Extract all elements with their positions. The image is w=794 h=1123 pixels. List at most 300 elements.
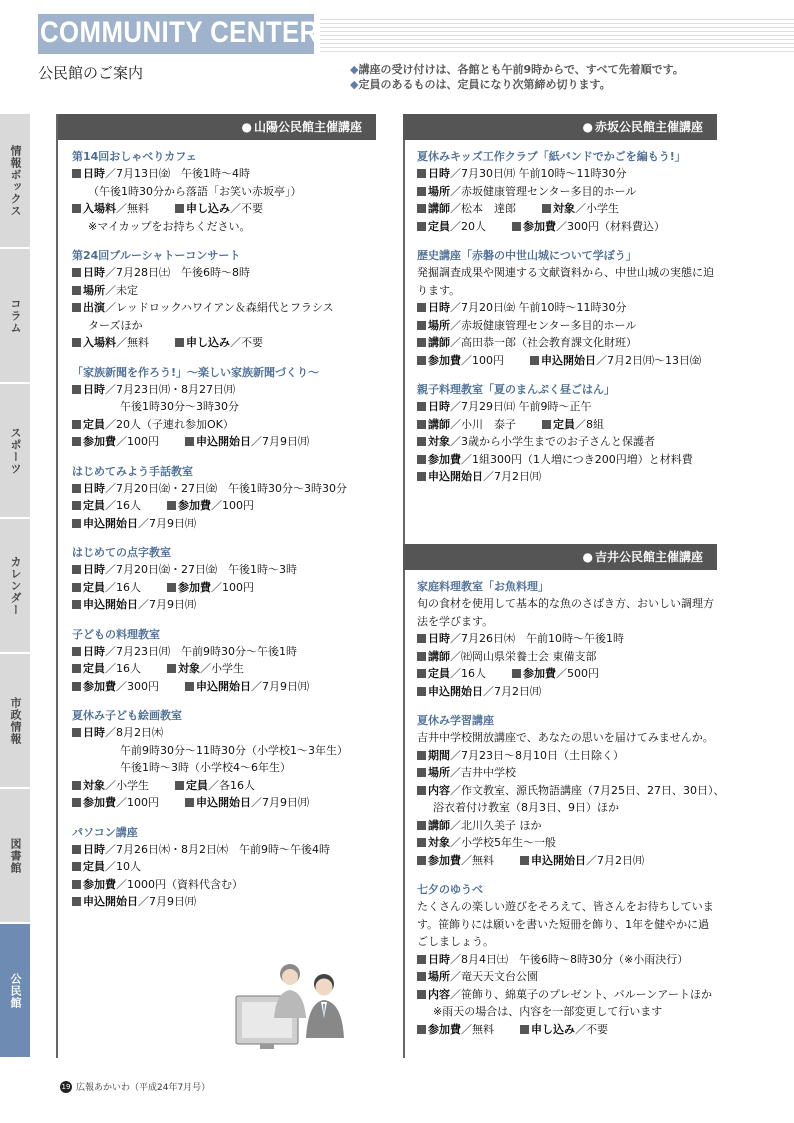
info-line: 申込開始日／7月9日㈪ xyxy=(72,893,376,911)
info-value: 小学生 xyxy=(116,778,149,792)
course-description: たくさんの楽しい遊びをそろえて、皆さんをお待ちしています。笹飾りには願いを書いた短冊を飾り、1年を健やかに過ごしましょう。 xyxy=(417,900,714,948)
info-value: 300円（材料費込） xyxy=(567,219,665,233)
square-bullet-icon xyxy=(417,222,426,231)
notice-1: ◆講座の受け付けは、各館とも午前9時からで、すべて先着順です。 xyxy=(350,63,684,76)
info-label: 申込開始日 xyxy=(83,895,138,908)
info-label: 申込開始日 xyxy=(428,470,483,483)
page-title: COMMUNITY CENTER xyxy=(40,16,319,49)
info-value: 無料 xyxy=(127,202,149,215)
info-line: 定員／16人 参加費／100円 xyxy=(72,579,376,597)
info-value: 午前9時30分～11時30分（小学校1～3年生） xyxy=(120,743,348,757)
square-bullet-icon xyxy=(72,583,81,592)
info-line: 場所／赤坂健康管理センター多目的ホール xyxy=(417,183,717,201)
info-value: 小学校5年生～一般 xyxy=(461,836,556,849)
course-entry xyxy=(417,578,717,700)
info-value: 吉井中学校 xyxy=(461,766,516,779)
header-stripes xyxy=(320,18,794,52)
info-label: 日時 xyxy=(83,842,105,856)
square-bullet-icon xyxy=(417,338,426,347)
info-label: 申込開始日 xyxy=(196,796,251,809)
info-line: 参加費／1000円（資料代含む） xyxy=(72,876,376,894)
info-line: 申込開始日／7月2日㈪ xyxy=(417,683,717,701)
square-bullet-icon xyxy=(72,798,81,807)
info-label: 参加費 xyxy=(523,219,556,233)
info-label: 申し込み xyxy=(186,202,230,215)
course-entry xyxy=(417,881,717,1038)
square-bullet-icon xyxy=(72,781,81,790)
info-value: 7月20日㈮ 午前10時～11時30分 xyxy=(461,301,627,314)
info-value: 16人 xyxy=(116,580,141,594)
info-label: 内容 xyxy=(428,783,450,797)
info-line xyxy=(417,799,717,817)
info-value: 無料 xyxy=(472,1022,494,1036)
tab-sports[interactable]: スポーツ xyxy=(0,384,30,518)
info-label: 日時 xyxy=(83,644,105,658)
info-line: 定員／16人 参加費／500円 xyxy=(417,665,717,683)
info-value: レッドロックハワイアン＆森絹代とフラシス xyxy=(116,301,334,314)
info-label: 場所 xyxy=(428,184,450,198)
info-line: 出演／レッドロックハワイアン＆森絹代とフラシス xyxy=(72,299,376,317)
square-bullet-icon xyxy=(512,222,521,231)
right-column xyxy=(403,114,725,1050)
info-value: 1組300円（1人増につき200円増）と材料費 xyxy=(472,452,693,466)
square-bullet-icon xyxy=(417,768,426,777)
akasaka-entries xyxy=(403,140,717,486)
info-value: 小学生 xyxy=(211,662,244,675)
course-entry xyxy=(417,712,725,869)
info-value: 7月23日～8月10日（土日除く） xyxy=(461,748,624,762)
square-bullet-icon xyxy=(72,862,81,871)
info-value: 7月28日㈯ 午後6時～8時 xyxy=(116,266,250,279)
info-label: 対象 xyxy=(178,662,200,675)
square-bullet-icon xyxy=(72,600,81,609)
square-bullet-icon xyxy=(72,484,81,493)
info-value: 北川久美子 ほか xyxy=(461,818,542,832)
square-bullet-icon xyxy=(417,856,426,865)
akasaka-section xyxy=(403,114,717,544)
info-value: 7月9日㈪ xyxy=(262,796,309,809)
info-value: 竜天天文台公園 xyxy=(461,970,538,983)
section-header: ● 山陽公民館主催講座 xyxy=(58,114,376,140)
info-label: 講師 xyxy=(428,818,450,832)
course-title: 「家族新聞を作ろう!」～楽しい家族新聞づくり～ xyxy=(72,365,320,379)
info-line: 日時／7月13日㈮ 午後1時～4時 xyxy=(72,165,376,183)
square-bullet-icon xyxy=(185,682,194,691)
info-value: 7月2日㈪ xyxy=(597,853,644,867)
info-label: 参加費 xyxy=(178,580,211,594)
course-entry xyxy=(72,247,376,352)
square-bullet-icon xyxy=(72,647,81,656)
info-line: 内容／作文教室、源氏物語講座（7月25日、27日、30日）、 xyxy=(417,782,717,800)
square-bullet-icon xyxy=(72,519,81,528)
info-label: 申込開始日 xyxy=(541,353,596,367)
square-bullet-icon xyxy=(72,303,81,312)
info-value: 不要 xyxy=(586,1022,608,1036)
square-bullet-icon xyxy=(512,669,521,678)
square-bullet-icon xyxy=(185,798,194,807)
info-value: 7月2日㈪～13日㈮ xyxy=(607,353,701,367)
info-label: 参加費 xyxy=(428,853,461,867)
info-line: 定員／16人 対象／小学生 xyxy=(72,660,376,678)
square-bullet-icon xyxy=(417,786,426,795)
page-number: 19 xyxy=(61,1082,71,1091)
info-value: 10人 xyxy=(116,860,141,873)
info-line xyxy=(72,317,376,335)
tab-info-box[interactable]: 情報ボックス xyxy=(0,114,30,248)
course-title: 子どもの料理教室 xyxy=(72,627,160,641)
square-bullet-icon xyxy=(542,420,551,429)
course-title: 第24回ブルーシャトーコンサート xyxy=(72,249,241,262)
info-line xyxy=(72,759,376,777)
info-value: 松本 達郎 xyxy=(461,202,516,215)
course-title: 歴史講座「赤磐の中世山城について学ぼう」 xyxy=(417,249,637,262)
info-value: 8月2日㈭ xyxy=(116,726,163,739)
info-value: ㈳岡山県栄養士会 東備支部 xyxy=(461,649,597,663)
square-bullet-icon xyxy=(175,204,184,213)
info-line: 日時／7月26日㈭・8月2日㈭ 午前9時～午後4時 xyxy=(72,841,376,859)
info-line: 入場料／無料 申し込み／不要 xyxy=(72,200,376,218)
info-line: 日時／7月29日㈰ 午前9時～正午 xyxy=(417,398,717,416)
info-value: 高田恭一郎（社会教育課文化財班） xyxy=(461,336,637,349)
course-entry xyxy=(417,247,717,369)
square-bullet-icon xyxy=(542,204,551,213)
course-entry xyxy=(417,148,717,235)
course-description: 吉井中学校開放講座で、あなたの思いを届けてみませんか。 xyxy=(417,731,714,744)
square-bullet-icon xyxy=(417,187,426,196)
info-line: 参加費／無料 申し込み／不要 xyxy=(417,1021,717,1039)
square-bullet-icon xyxy=(72,897,81,906)
course-entry xyxy=(72,824,376,911)
course-entry xyxy=(72,364,376,451)
info-line: 申込開始日／7月2日㈪ xyxy=(417,468,717,486)
info-label: 日時 xyxy=(428,632,450,645)
info-label: 定員 xyxy=(83,662,105,675)
side-tabs xyxy=(0,114,30,1056)
course-entry xyxy=(72,463,376,533)
notice-2: ◆定員のあるものは、定員になり次第締め切ります。 xyxy=(350,78,611,91)
info-label: 定員 xyxy=(83,860,105,873)
info-line: 日時／7月28日㈯ 午後6時～8時 xyxy=(72,264,376,282)
info-label: 日時 xyxy=(428,301,450,314)
info-value: 7月9日㈪ xyxy=(149,895,196,908)
notices xyxy=(350,62,684,92)
publication-name: 広報あかいわ（平成24年7月号） xyxy=(76,1083,211,1093)
info-line: 講師／㈳岡山県栄養士会 東備支部 xyxy=(417,648,717,666)
course-title: 夏休みキッズ工作クラブ「紙バンドでかごを編もう!」 xyxy=(417,150,686,163)
info-label: 定員 xyxy=(428,667,450,680)
info-value: 300円 xyxy=(127,679,159,693)
info-value: 100円 xyxy=(472,353,504,367)
square-bullet-icon xyxy=(417,972,426,981)
info-label: 申込開始日 xyxy=(83,516,138,530)
square-bullet-icon xyxy=(417,955,426,964)
info-value: 8月4日㈯ 午後6時～8時30分（※小雨決行） xyxy=(461,952,689,966)
square-bullet-icon xyxy=(72,880,81,889)
info-label: 申し込み xyxy=(531,1022,575,1036)
info-label: 参加費 xyxy=(83,679,116,693)
bullet-icon: ● xyxy=(582,120,593,134)
info-line: 日時／7月23日㈪・8月27日㈪ xyxy=(72,381,376,399)
info-line: 日時／8月4日㈯ 午後6時～8時30分（※小雨決行） xyxy=(417,951,717,969)
info-label: 定員 xyxy=(83,417,105,431)
info-value: 小川 泰子 xyxy=(461,417,516,431)
info-label: 定員 xyxy=(83,580,105,594)
info-label: 講師 xyxy=(428,417,450,431)
info-value: 500円 xyxy=(567,667,599,680)
info-value: 7月9日㈪ xyxy=(262,435,309,448)
info-label: 日時 xyxy=(428,952,450,966)
info-label: 申込開始日 xyxy=(196,435,251,448)
info-line: 日時／7月30日㈪ 午前10時～11時30分 xyxy=(417,165,717,183)
info-value: 午後1時30分～3時30分 xyxy=(120,400,239,413)
info-label: 定員 xyxy=(83,499,105,512)
info-line: 講師／松本 達郎 対象／小学生 xyxy=(417,200,717,218)
info-label: 対象 xyxy=(83,778,105,792)
square-bullet-icon xyxy=(417,356,426,365)
course-description: 発掘調査成果や関連する文献資料から、中世山城の実態に迫ります。 xyxy=(417,266,714,297)
info-label: 日時 xyxy=(428,167,450,180)
square-bullet-icon xyxy=(417,402,426,411)
info-value: 小学生 xyxy=(586,202,619,215)
info-value: 7月26日㈭ 午前10時～午後1時 xyxy=(461,632,624,645)
square-bullet-icon xyxy=(520,1025,529,1034)
info-label: 日時 xyxy=(83,563,105,576)
info-label: 対象 xyxy=(428,836,450,849)
info-label: 場所 xyxy=(83,283,105,297)
yoshii-section xyxy=(403,544,725,1038)
info-label: 参加費 xyxy=(83,435,116,448)
info-label: 入場料 xyxy=(83,202,116,215)
square-bullet-icon xyxy=(72,728,81,737)
square-bullet-icon xyxy=(417,472,426,481)
info-label: 申し込み xyxy=(186,336,230,349)
info-value: 7月20日㈮・27日㈮ 午後1時～3時 xyxy=(116,563,297,576)
square-bullet-icon xyxy=(175,338,184,347)
info-label: 出演 xyxy=(83,301,105,314)
info-value: 無料 xyxy=(127,336,149,349)
sanyo-entries xyxy=(58,140,376,911)
info-label: 定員 xyxy=(428,219,450,233)
info-label: 入場料 xyxy=(83,336,116,349)
course-title: 親子料理教室「夏のまんぷく昼ごはん」 xyxy=(417,383,615,396)
info-line: 日時／7月20日㈮ 午前10時～11時30分 xyxy=(417,299,717,317)
square-bullet-icon xyxy=(72,437,81,446)
square-bullet-icon xyxy=(417,687,426,696)
tab-column[interactable]: コラム xyxy=(0,249,30,383)
info-label: 対象 xyxy=(553,202,575,215)
info-line: 参加費／100円 申込開始日／7月2日㈪～13日㈮ xyxy=(417,352,717,370)
info-value: 笹飾り、綿菓子のプレゼント、バルーンアートほか xyxy=(461,987,713,1001)
info-label: 申込開始日 xyxy=(196,679,251,693)
info-label: 参加費 xyxy=(428,452,461,466)
square-bullet-icon xyxy=(417,652,426,661)
info-line xyxy=(417,1003,717,1021)
info-value: 20人（子連れ参加OK） xyxy=(116,417,234,431)
info-value: 16人 xyxy=(461,667,486,680)
info-label: 日時 xyxy=(83,726,105,739)
info-value: 7月23日㈪・8月27日㈪ xyxy=(116,382,235,396)
bullet-icon: ● xyxy=(582,550,593,564)
info-line: 定員／10人 xyxy=(72,858,376,876)
diamond-icon: ◆ xyxy=(350,78,359,91)
section-header: ● 吉井公民館主催講座 xyxy=(403,544,717,570)
info-label: 日時 xyxy=(83,167,105,180)
info-value: 7月2日㈪ xyxy=(494,470,541,483)
info-label: 日時 xyxy=(83,266,105,279)
square-bullet-icon xyxy=(417,437,426,446)
info-line: 日時／7月26日㈭ 午前10時～午後1時 xyxy=(417,630,717,648)
page-subtitle: 公民館のご案内 xyxy=(38,64,144,82)
square-bullet-icon xyxy=(167,664,176,673)
tab-community-center[interactable]: 公民館 xyxy=(0,924,30,1058)
course-title: 夏休み子ども絵画教室 xyxy=(72,709,182,722)
info-line: 申込開始日／7月9日㈪ xyxy=(72,596,376,614)
info-value: 各16人 xyxy=(219,778,255,792)
info-line: 場所／吉井中学校 xyxy=(417,764,717,782)
info-label: 日時 xyxy=(428,400,450,413)
info-value: ※マイカップをお持ちください。 xyxy=(88,219,251,233)
info-value: 赤坂健康管理センター多目的ホール xyxy=(461,184,637,198)
info-label: 申込開始日 xyxy=(428,684,483,698)
info-label: 申込開始日 xyxy=(83,598,138,611)
info-line xyxy=(72,742,376,760)
square-bullet-icon xyxy=(417,303,426,312)
square-bullet-icon xyxy=(417,669,426,678)
info-line: 対象／小学生 定員／各16人 xyxy=(72,777,376,795)
info-line: 場所／竜天天文台公園 xyxy=(417,968,717,986)
square-bullet-icon xyxy=(520,856,529,865)
info-value: 100円 xyxy=(222,580,254,594)
info-label: 場所 xyxy=(428,318,450,332)
info-line: 参加費／無料 申込開始日／7月2日㈪ xyxy=(417,852,717,870)
info-value: （午後1時30分から落語「お笑い赤坂亭」） xyxy=(88,184,302,198)
info-value: 7月9日㈪ xyxy=(149,516,196,530)
info-value: 不要 xyxy=(241,336,263,349)
info-value: ターズほか xyxy=(88,318,143,332)
square-bullet-icon xyxy=(167,583,176,592)
info-value: 100円 xyxy=(222,499,254,512)
course-title: 七夕のゆうべ xyxy=(417,883,483,896)
square-bullet-icon xyxy=(72,268,81,277)
info-label: 講師 xyxy=(428,336,450,349)
square-bullet-icon xyxy=(72,845,81,854)
course-description: 旬の食材を使用して基本的な魚のさばき方、おいしい調理方法を学びます。 xyxy=(417,597,714,628)
info-label: 参加費 xyxy=(83,877,116,891)
info-value: 1000円（資料代含む） xyxy=(127,877,243,891)
square-bullet-icon xyxy=(417,838,426,847)
square-bullet-icon xyxy=(417,1025,426,1034)
info-value: 7月26日㈭・8月2日㈭ 午前9時～午後4時 xyxy=(116,842,330,856)
course-entry xyxy=(417,381,717,486)
info-label: 期間 xyxy=(428,748,450,762)
info-line: 定員／16人 参加費／100円 xyxy=(72,497,376,515)
info-value: 7月9日㈪ xyxy=(262,679,309,693)
info-line: 日時／8月2日㈭ xyxy=(72,724,376,742)
course-entry xyxy=(72,626,376,696)
course-title: はじめての点字教室 xyxy=(72,546,171,559)
info-label: 定員 xyxy=(553,417,575,431)
info-label: 申込開始日 xyxy=(531,853,586,867)
info-line: 入場料／無料 申し込み／不要 xyxy=(72,334,376,352)
info-line xyxy=(72,218,376,236)
square-bullet-icon xyxy=(72,286,81,295)
square-bullet-icon xyxy=(417,420,426,429)
info-value: 7月2日㈪ xyxy=(494,684,541,698)
info-line: 日時／7月20日㈮・27日㈮ 午後1時～3時 xyxy=(72,561,376,579)
square-bullet-icon xyxy=(417,204,426,213)
square-bullet-icon xyxy=(72,420,81,429)
info-label: 日時 xyxy=(83,382,105,396)
square-bullet-icon xyxy=(417,321,426,330)
course-entry xyxy=(72,544,376,614)
info-label: 参加費 xyxy=(83,796,116,809)
square-bullet-icon xyxy=(72,169,81,178)
info-line: 定員／20人 参加費／300円（材料費込） xyxy=(417,218,717,236)
info-line: 申込開始日／7月9日㈪ xyxy=(72,515,376,533)
course-title: 夏休み学習講座 xyxy=(417,714,494,727)
info-value: 7月20日㈮・27日㈮ 午後1時30分～3時30分 xyxy=(116,481,347,495)
info-label: 参加費 xyxy=(428,353,461,367)
info-value: 赤坂健康管理センター多目的ホール xyxy=(461,318,637,332)
info-value: 無料 xyxy=(472,853,494,867)
info-value: 浴衣着付け教室（8月3日、9日）ほか xyxy=(433,801,619,814)
sanyo-section xyxy=(56,114,376,1058)
info-label: 場所 xyxy=(428,970,450,983)
info-label: 場所 xyxy=(428,766,450,779)
course-title: 第14回おしゃべりカフェ xyxy=(72,150,197,163)
info-label: 内容 xyxy=(428,987,450,1001)
info-label: 参加費 xyxy=(178,499,211,512)
info-value: 16人 xyxy=(116,499,141,512)
info-line xyxy=(72,398,376,416)
info-value: 7月29日㈰ 午前9時～正午 xyxy=(461,400,592,413)
info-line: 期間／7月23日～8月10日（土日除く） xyxy=(417,747,717,765)
square-bullet-icon xyxy=(72,682,81,691)
course-title: 家庭料理教室「お魚料理」 xyxy=(417,580,549,593)
square-bullet-icon xyxy=(530,356,539,365)
info-line: 日時／7月20日㈮・27日㈮ 午後1時30分～3時30分 xyxy=(72,480,376,498)
info-label: 定員 xyxy=(186,778,208,792)
tab-calendar[interactable]: カレンダー xyxy=(0,519,30,653)
info-label: 参加費 xyxy=(523,667,556,680)
square-bullet-icon xyxy=(175,781,184,790)
square-bullet-icon xyxy=(72,664,81,673)
tab-library[interactable]: 図書館 xyxy=(0,789,30,923)
tab-city-info[interactable]: 市政情報 xyxy=(0,654,30,788)
info-line: 日時／7月23日㈪ 午前9時30分～午後1時 xyxy=(72,643,376,661)
info-line: 対象／小学校5年生～一般 xyxy=(417,834,717,852)
section-header: ● 赤坂公民館主催講座 xyxy=(403,114,717,140)
info-label: 対象 xyxy=(428,435,450,448)
info-line: 定員／20人（子連れ参加OK） xyxy=(72,416,376,434)
info-value: 未定 xyxy=(116,283,138,297)
square-bullet-icon xyxy=(72,204,81,213)
yoshii-entries xyxy=(403,570,725,1038)
info-label: 講師 xyxy=(428,202,450,215)
course-entry xyxy=(72,148,376,235)
info-label: 参加費 xyxy=(428,1022,461,1036)
info-line: 場所／未定 xyxy=(72,282,376,300)
square-bullet-icon xyxy=(167,501,176,510)
info-value: 8組 xyxy=(586,417,604,431)
square-bullet-icon xyxy=(417,169,426,178)
info-value: 作文教室、源氏物語講座（7月25日、27日、30日）、 xyxy=(461,783,725,797)
square-bullet-icon xyxy=(72,565,81,574)
square-bullet-icon xyxy=(417,990,426,999)
info-value: 7月9日㈪ xyxy=(149,598,196,611)
square-bullet-icon xyxy=(417,751,426,760)
square-bullet-icon xyxy=(185,437,194,446)
